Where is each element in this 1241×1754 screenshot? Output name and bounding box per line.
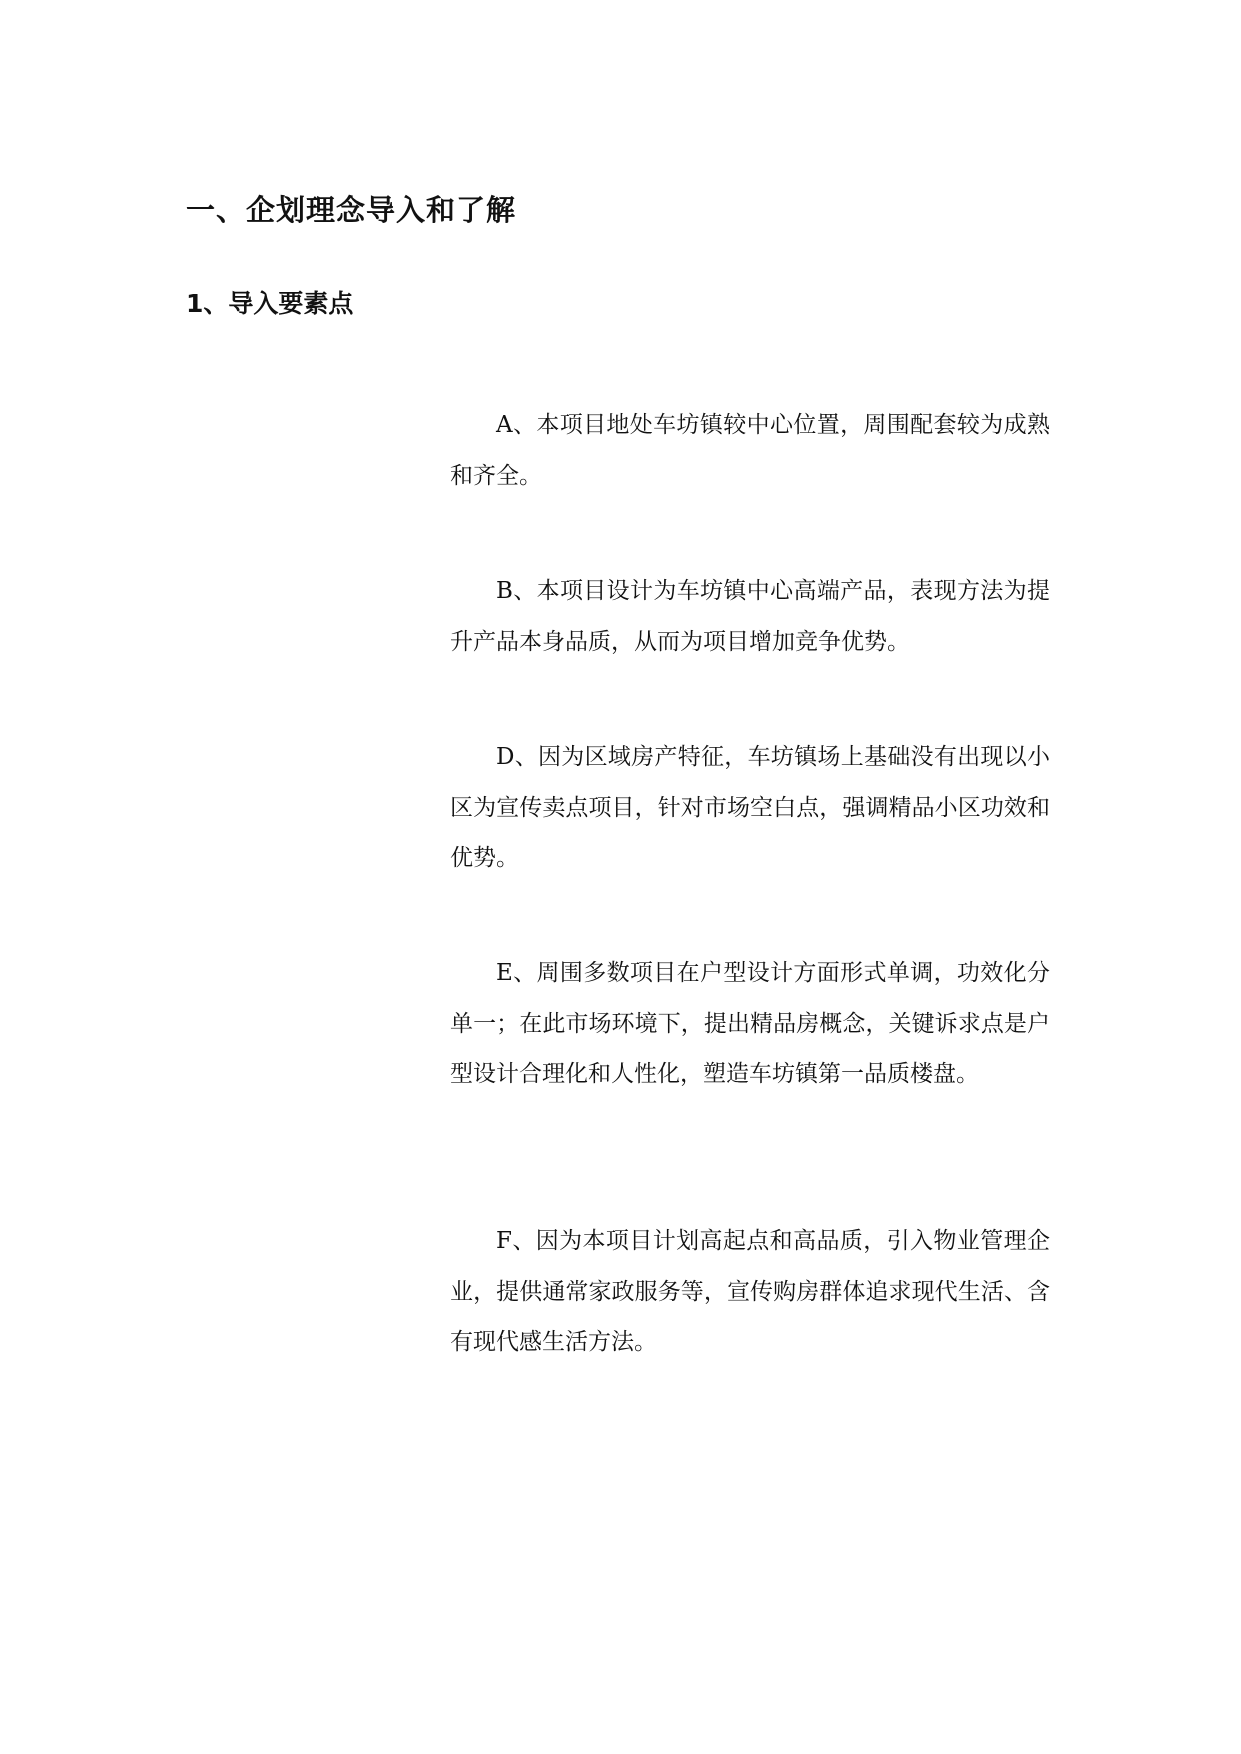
subsection-heading: 1、导入要素点 (186, 289, 354, 318)
point-a: A、本项目地处车坊镇较中心位置，周围配套较为成熟和齐全。 (450, 412, 1050, 489)
point-d: D、因为区域房产特征，车坊镇场上基础没有出现以小区为宣传卖点项目，针对市场空白点，强调精品小区功效和优势。 (450, 744, 1050, 871)
point-b: B、本项目设计为车坊镇中心高端产品，表现方法为提升产品本身品质，从而为项目增加竞争优势。 (450, 578, 1050, 655)
section-heading: 一、企划理念导入和了解 (186, 193, 517, 227)
point-f: F、因为本项目计划高起点和高品质，引入物业管理企业，提供通常家政服务等，宣传购房群体追求现代生活、含有现代感生活方法。 (450, 1228, 1050, 1355)
point-e: E、周围多数项目在户型设计方面形式单调，功效化分单一；在此市场环境下，提出精品房概念，关键诉求点是户型设计合理化和人性化，塑造车坊镇第一品质楼盘。 (450, 960, 1050, 1087)
